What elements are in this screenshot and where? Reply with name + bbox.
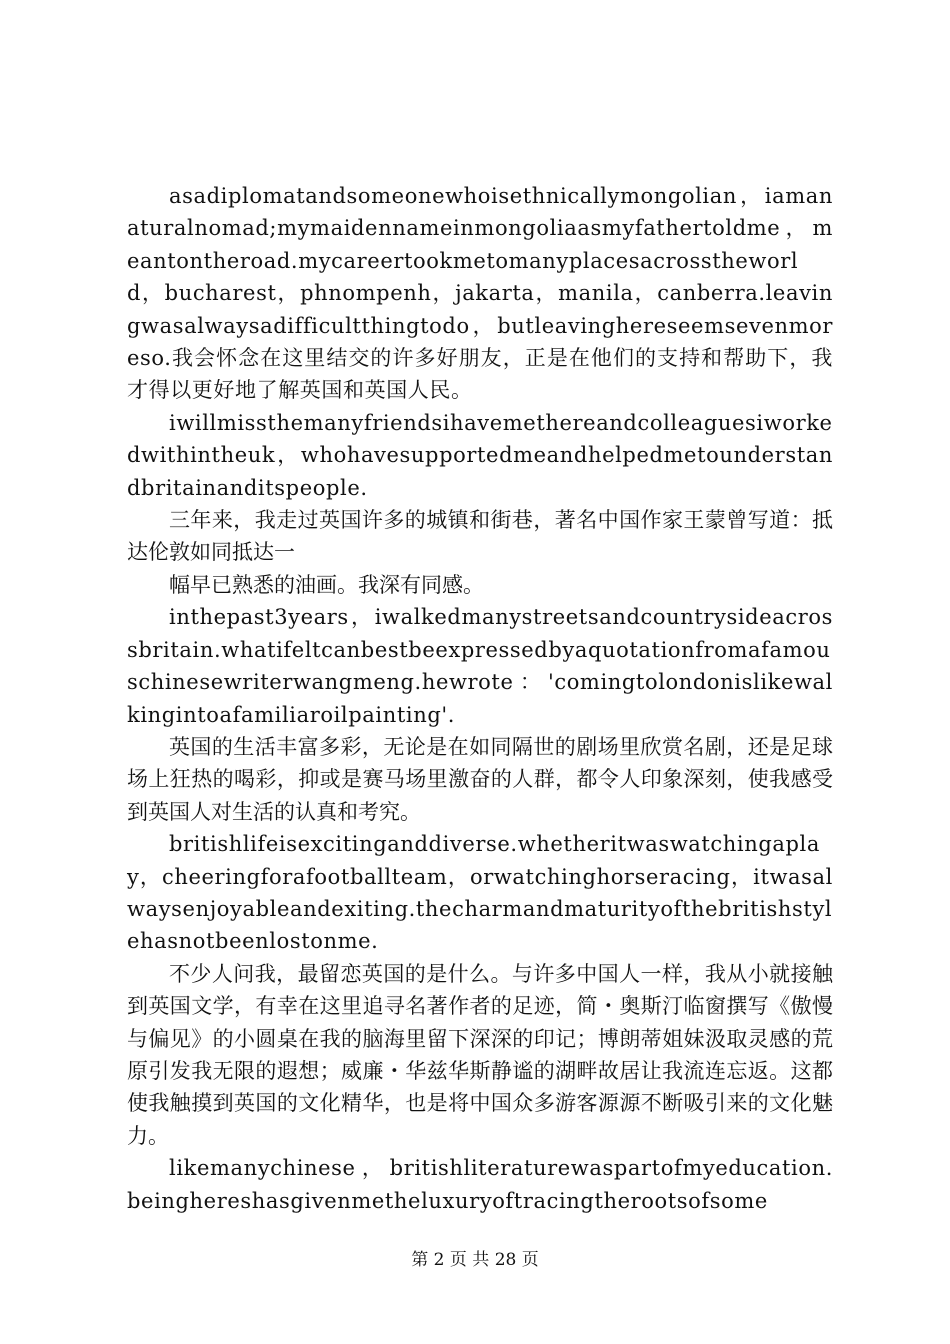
paragraph-2: iwillmissthemanyfriendsihavemethereandcolleaguesiworkedwithintheuk，whohavesupportedmeandhelpedmetounderstandbritainanditspeople. [127, 410, 833, 500]
document-body [127, 180, 833, 1217]
paragraph-6: 英国的生活丰富多彩，无论是在如同隔世的剧场里欣赏名剧，还是足球场上狂热的喝彩，抑或是赛马场里激奋的人群，都令人印象深刻，使我感受到英国人对生活的认真和考究。 [127, 734, 833, 824]
paragraph-4: 幅早已熟悉的油画。我深有同感。 [169, 572, 484, 597]
paragraph-5: inthepast3years，iwalkedmanystreetsandcountrysideacrossbritain.whatifeltcanbestbeexpressedbyaquotationfromafamouschinesewriterwangmeng.hewrote：'comingtolondonislikewalkingintoafamiliaroilpainting'. [127, 605, 833, 727]
page-number-footer: 第 2 页 共 28 页 [411, 1250, 539, 1270]
paragraph-1: asadiplomatandsomeonewhoisethnicallymongolian，iamanaturalnomad;mymaidennameinmongoliaasmyfathertoldme，meantontheroad.mycareertookmetomanyplacesacrosstheworld，bucharest，phnompenh，jakarta，manila，canberra.leavingwasalwaysadifficultthingtodo，butleavinghereseemsevenmoreso.我会怀念在这里结交的许多好朋友，正是在他们的支持和帮助下，我才得以更好地了解英国和英国人民。 [127, 184, 833, 403]
paragraph-8: 不少人问我，最留恋英国的是什么。与许多中国人一样，我从小就接触到英国文学，有幸在这里追寻名著作者的足迹，简・奥斯汀临窗撰写《傲慢与偏见》的小圆桌在我的脑海里留下深深的印记；博朗蒂姐妹汲取灵感的荒原引发我无限的遐想；威廉・华兹华斯静谧的湖畔故居让我流连忘返。这都使我触摸到英国的文化精华，也是将中国众多游客源源不断吸引来的文化魅力。 [127, 961, 833, 1148]
paragraph-3: 三年来，我走过英国许多的城镇和街巷，著名中国作家王蒙曾写道：抵达伦敦如同抵达一 [127, 508, 833, 565]
paragraph-9: likemanychinese，britishliteraturewaspartofmyeducation.beinghereshasgivenmetheluxuryoftracingtherootsofsome [127, 1156, 833, 1213]
paragraph-7: britishlifeisexcitinganddiverse.whetheritwaswatchingaplay，cheeringforafootballteam，orwatchinghorseracing，itwasalwaysenjoyableandexiting.thecharmandmaturityofthebritishstylehasnotbeenlostonme. [127, 832, 833, 954]
